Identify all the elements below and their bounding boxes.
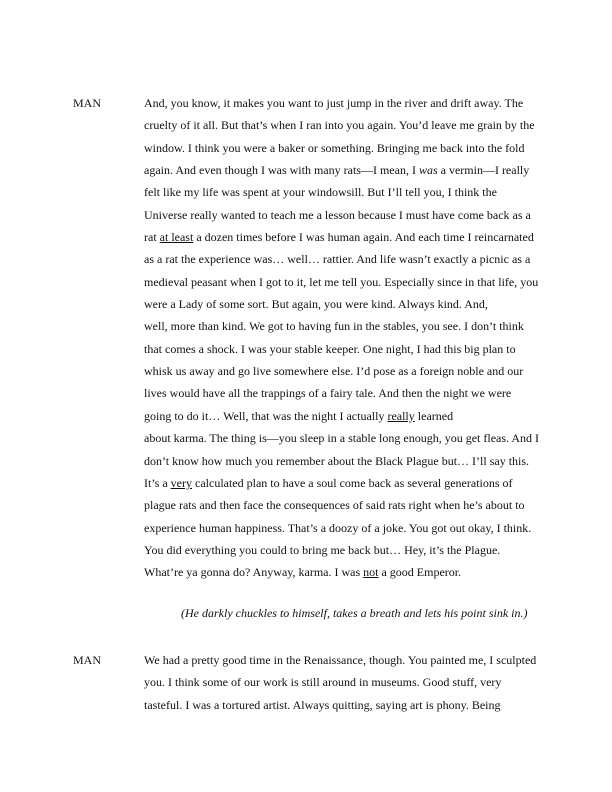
dialogue-line: We had a pretty good time in the Renaissance, though. You painted me, I sculpted: [144, 653, 537, 667]
dialogue-block-1: [144, 92, 544, 584]
speaker-label-2: MAN: [73, 653, 102, 667]
dialogue-line: It’s a very calculated plan to have a soul come back as several generations of: [144, 475, 513, 490]
dialogue-line: were a Lady of some sort. But again, you were kind. Always kind. And,: [144, 297, 488, 312]
emphasis-underline: very: [170, 475, 192, 490]
dialogue-line: You did everything you could to bring me back but… Hey, it’s the Plague.: [144, 542, 501, 557]
stage-direction: (He darkly chuckles to himself, takes a breath and lets his point sink in.): [181, 606, 528, 620]
dialogue-line: cruelty of it all. But that’s when I ran into you again. You’d leave me grain by the: [144, 118, 535, 133]
speaker-label-1: MAN: [73, 96, 102, 110]
dialogue-line: rat at least a dozen times before I was human again. And each time I reincarnated: [144, 230, 534, 245]
dialogue-line: as a rat the experience was… well… rattier. And life wasn’t exactly a picnic as a: [144, 252, 531, 267]
dialogue-line: plague rats and then face the consequences of said rats right when he’s about to: [144, 498, 525, 513]
dialogue-line: lives would have all the trappings of a fairy tale. And then the night we were: [144, 386, 512, 401]
dialogue-line: window. I think you were a baker or something. Bringing me back into the fold: [144, 140, 525, 155]
dialogue-line: whisk us away and go live somewhere else. I’d pose as a foreign noble and our: [144, 364, 524, 379]
dialogue-line: Universe really wanted to teach me a lesson because I must have come back as a: [144, 207, 531, 222]
dialogue-line: again. And even though I was with many rats—I mean, I was a vermin—I really: [144, 163, 530, 178]
dialogue-line: going to do it… Well, that was the night I actually really learned: [144, 408, 454, 423]
dialogue-line: that comes a shock. I was your stable keeper. One night, I had this big plan to: [144, 341, 516, 356]
dialogue-line: tasteful. I was a tortured artist. Always quitting, saying art is phony. Being: [144, 697, 501, 712]
dialogue-line: experience human happiness. That’s a doozy of a joke. You got out okay, I think.: [144, 520, 532, 535]
dialogue-block-2: [144, 649, 544, 716]
dialogue-line: you. I think some of our work is still around in museums. Good stuff, very: [144, 675, 502, 690]
dialogue-line: What’re ya gonna do? Anyway, karma. I was not a good Emperor.: [144, 565, 462, 580]
dialogue-line: about karma. The thing is—you sleep in a stable long enough, you get fleas. And I: [144, 431, 540, 446]
emphasis-underline: really: [387, 408, 415, 423]
emphasis-underline: at least: [159, 230, 194, 245]
emphasis-underline: not: [363, 565, 379, 580]
dialogue-line: felt like my life was spent at your windowsill. But I’ll tell you, I think the: [144, 185, 497, 200]
dialogue-line: And, you know, it makes you want to just jump in the river and drift away. The: [144, 96, 524, 110]
emphasis-italic: was: [418, 163, 438, 178]
dialogue-line: well, more than kind. We got to having fun in the stables, you see. I don’t think: [144, 319, 524, 334]
dialogue-line: medieval peasant when I got to it, let me tell you. Especially since in that life, you: [144, 274, 539, 289]
dialogue-line: don’t know how much you remember about the Black Plague but… I’ll say this.: [144, 453, 530, 468]
